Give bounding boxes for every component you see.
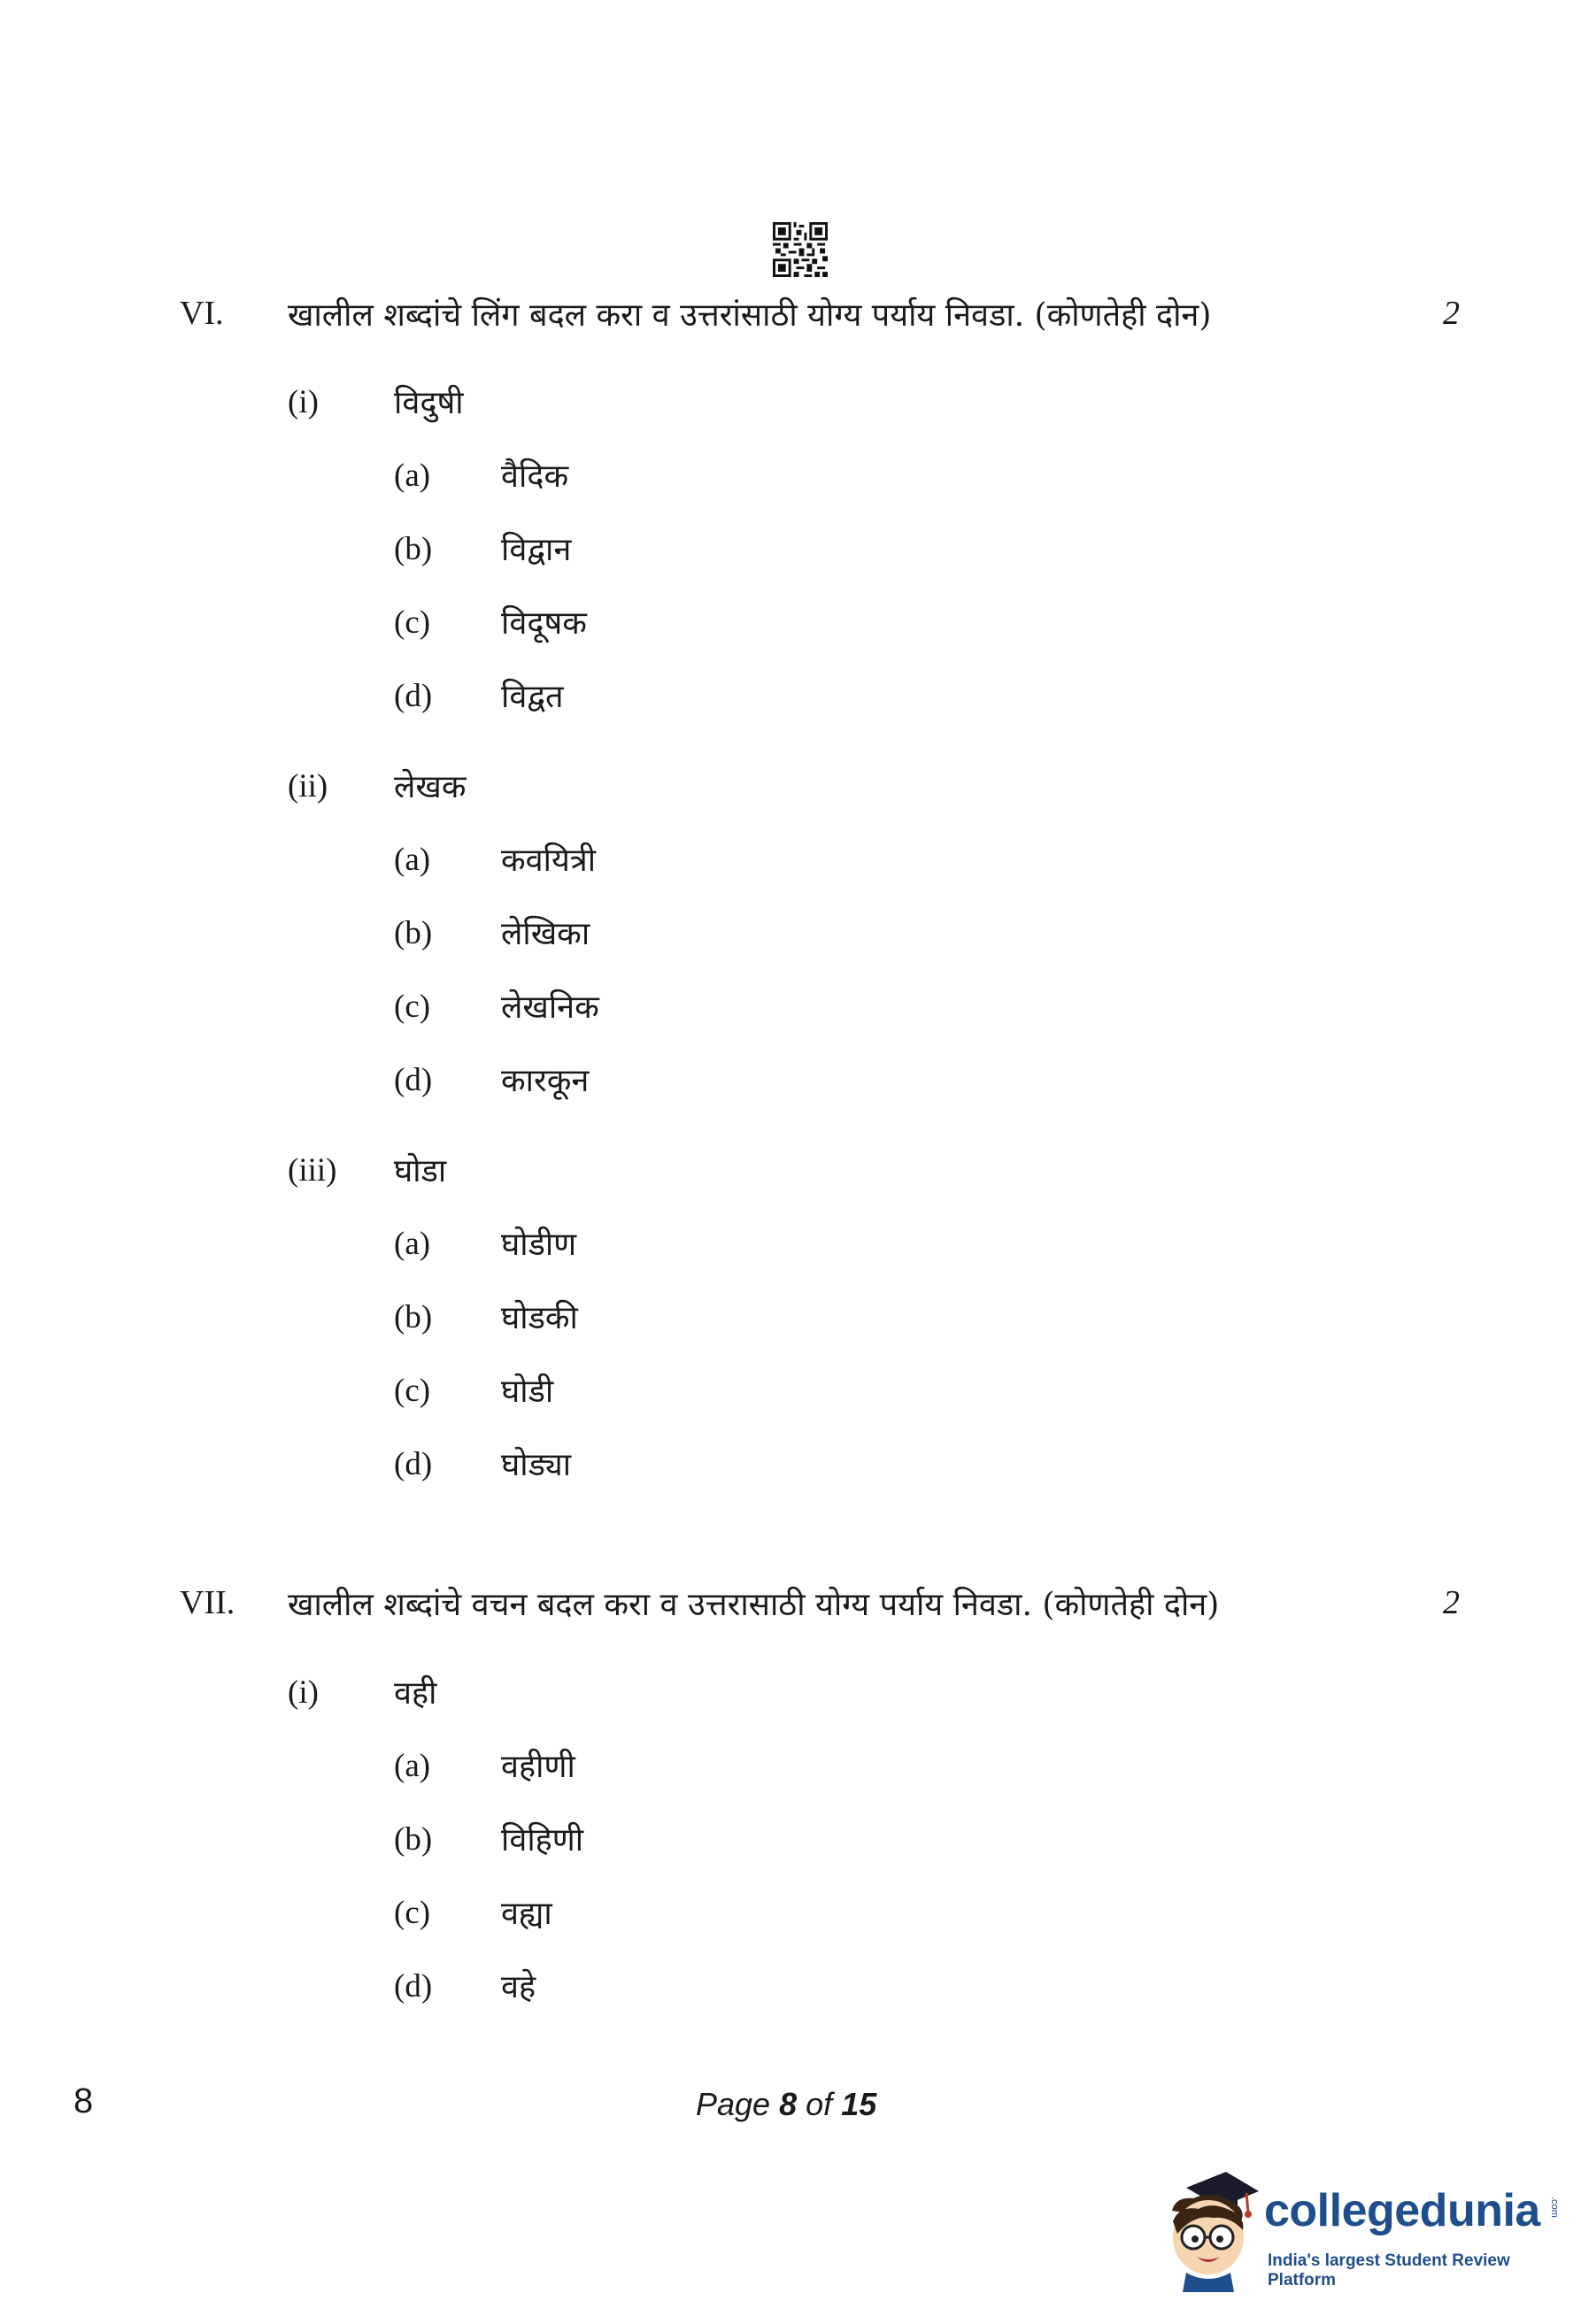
- question-number: VII.: [180, 1584, 235, 1621]
- page-word: Page: [696, 2086, 771, 2122]
- option-letter: (c): [394, 1373, 431, 1409]
- option-text: कवयित्री: [501, 843, 597, 879]
- option-text: घोडीण: [501, 1227, 577, 1263]
- option-text: विद्वत: [501, 679, 564, 715]
- sub-question-word: वही: [394, 1675, 437, 1712]
- option-letter: (c): [394, 604, 431, 641]
- option-text: विद्वान: [501, 532, 572, 568]
- option-text: घोड्या: [501, 1447, 572, 1483]
- page-number-corner: 8: [73, 2082, 94, 2120]
- page-total: 15: [841, 2086, 877, 2122]
- sub-question-number: (i): [288, 384, 319, 420]
- sub-question-word: विदुषी: [394, 385, 464, 421]
- collegedunia-logo[interactable]: [1160, 2159, 1567, 2292]
- option-text: लेखनिक: [501, 989, 599, 1026]
- option-letter: (b): [394, 915, 433, 951]
- option-letter: (c): [394, 1895, 431, 1931]
- logo-name: collegedunia: [1264, 2185, 1540, 2236]
- option-letter: (d): [394, 1062, 433, 1098]
- option-letter: (a): [394, 1748, 431, 1784]
- option-letter: (b): [394, 1821, 433, 1858]
- qr-code: [773, 222, 828, 277]
- option-text: वैदिक: [501, 458, 569, 495]
- option-text: विदूषक: [501, 605, 587, 642]
- option-text: घोडकी: [501, 1300, 578, 1336]
- sub-question-number: (ii): [288, 768, 328, 804]
- page-indicator: [696, 2086, 876, 2123]
- option-letter: (c): [394, 989, 431, 1025]
- option-text: वह्या: [501, 1896, 552, 1932]
- option-letter: (b): [394, 1299, 433, 1335]
- option-text: घोडी: [501, 1374, 554, 1410]
- logo-tagline: India's largest Student Review Platform: [1268, 2251, 1510, 2289]
- option-text: वहीणी: [501, 1749, 575, 1785]
- page-current: 8: [779, 2086, 798, 2122]
- question-number: VI.: [180, 295, 224, 332]
- option-letter: (a): [394, 1226, 431, 1262]
- mascot-icon: [1160, 2159, 1261, 2292]
- option-letter: (b): [394, 531, 433, 567]
- option-text: वहे: [501, 1969, 536, 2005]
- question-text: खालील शब्दांचे वचन बदल करा व उत्तरासाठी योग्य पर्याय निवडा. (कोणतेही दोन): [288, 1587, 1220, 1623]
- option-text: लेखिका: [501, 916, 590, 952]
- option-letter: (a): [394, 842, 431, 878]
- option-letter: (d): [394, 1446, 433, 1482]
- option-text: कारकून: [501, 1063, 590, 1099]
- option-text: विहिणी: [501, 1822, 584, 1858]
- sub-question-number: (iii): [288, 1152, 337, 1189]
- sub-question-word: लेखक: [394, 769, 467, 805]
- question-marks: 2: [1443, 1584, 1460, 1621]
- option-letter: (d): [394, 678, 433, 714]
- sub-question-word: घोडा: [394, 1153, 447, 1189]
- sub-question-number: (i): [288, 1674, 319, 1711]
- logo-suffix: .com: [1549, 2197, 1560, 2218]
- option-letter: (a): [394, 458, 431, 494]
- option-letter: (d): [394, 1968, 433, 2005]
- question-text: खालील शब्दांचे लिंग बदल करा व उत्तरांसाठी योग्य पर्याय निवडा. (कोणतेही दोन): [288, 297, 1212, 334]
- question-marks: 2: [1443, 295, 1460, 332]
- page-of: of: [806, 2086, 833, 2122]
